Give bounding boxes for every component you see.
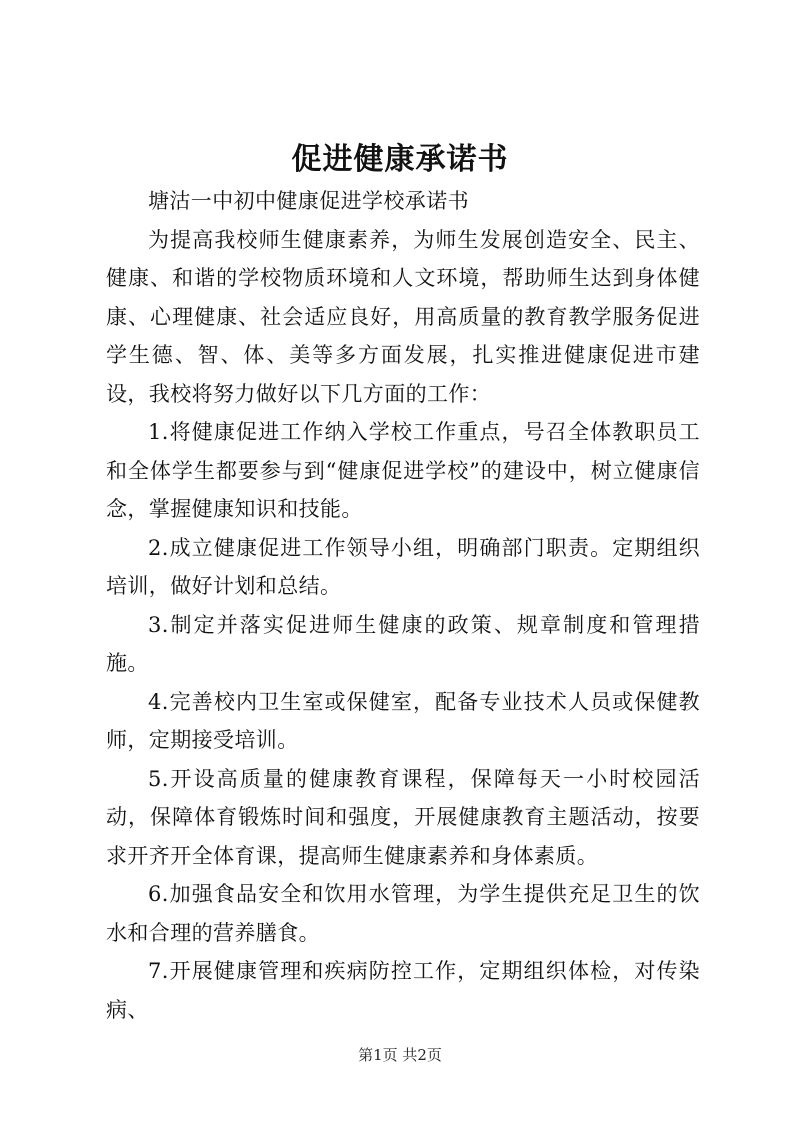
subtitle-line: 塘沽一中初中健康促进学校承诺书 [148,189,469,213]
page-number-indicator: 第1页 共2页 [358,1046,442,1064]
document-title: 促进健康承诺书 [291,142,509,177]
paragraph-intro: 为提高我校师生健康素养，为师生发展创造安全、民主、健康、和谐的学校物质环境和人文环境，帮助师生达到身体健康、心理健康、社会适应良好，用高质量的教育教学服务促进学生德、智、体、美等多方面发展，扎实推进健康促进市建设，我校将努力做好以下几方面的工作： [106,227,700,406]
paragraph-item-1: 1.将健康促进工作纳入学校工作重点，号召全体教职员工和全体学生都要参与到“健康促进学校”的建设中，树立健康信念，掌握健康知识和技能。 [106,420,700,521]
paragraph-item-5: 5.开设高质量的健康教育课程，保障每天一小时校园活动，保障体育锻炼时间和强度，开展健康教育主题活动，按要求开齐开全体育课，提高师生健康素养和身体素质。 [106,766,700,868]
paragraph-item-2: 2.成立健康促进工作领导小组，明确部门职责。定期组织培训，做好计划和总结。 [106,535,700,598]
paragraph-item-4: 4.完善校内卫生室或保健室，配备专业技术人员或保健教师，定期接受培训。 [106,689,700,752]
document-body [106,182,700,1029]
page-footer [0,1045,800,1065]
paragraph-item-3: 3.制定并落实促进师生健康的政策、规章制度和管理措施。 [106,612,700,675]
paragraph-item-7: 7.开展健康管理和疾病防控工作，定期组织体检，对传染病、 [106,959,700,1022]
paragraph-item-6: 6.加强食品安全和饮用水管理，为学生提供充足卫生的饮水和合理的营养膳食。 [106,882,700,945]
